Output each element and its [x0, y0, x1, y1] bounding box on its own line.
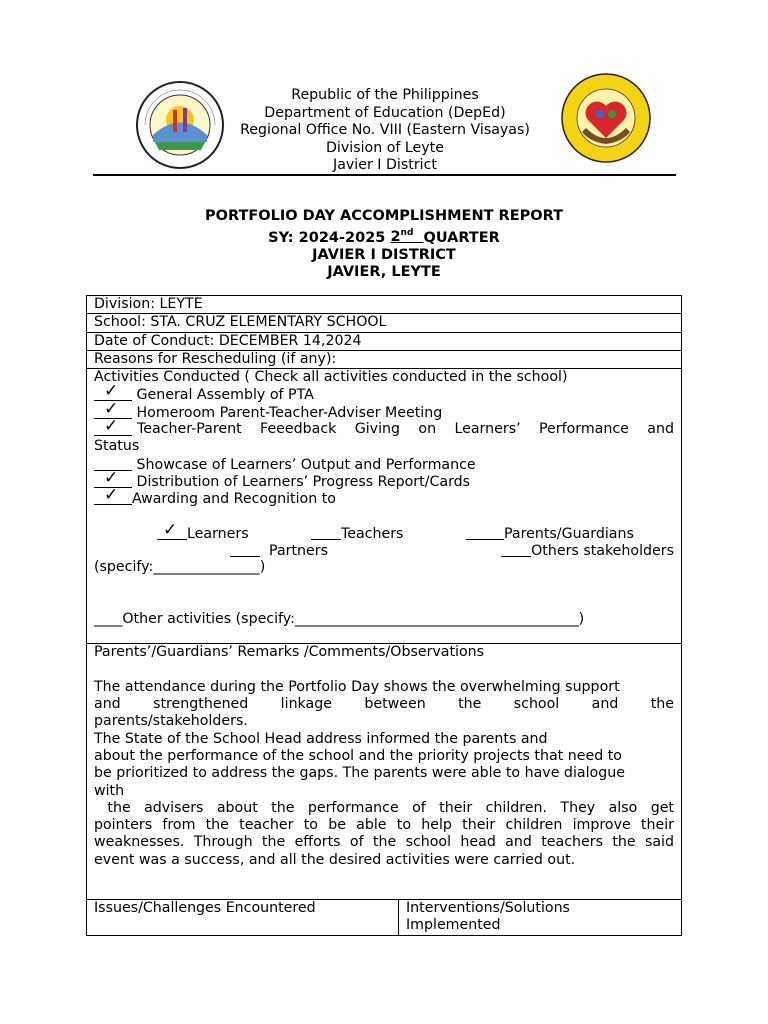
awardee-partners: [230, 542, 328, 560]
reasons-row: Reasons for Rescheduling (if any):: [87, 351, 681, 369]
checkbox-awarding[interactable]: [94, 485, 132, 506]
letterhead-republic: Republic of the Philippines: [291, 87, 479, 103]
letterhead: [95, 80, 675, 176]
title-line-3: JAVIER I DISTRICT: [312, 246, 456, 263]
title-quarter-suffix: nd: [400, 228, 414, 239]
awardee-label: Learners: [187, 525, 249, 542]
activity-feedback: [94, 416, 674, 438]
checkbox-teachers[interactable]: [311, 525, 341, 540]
awardees-row-2: [94, 542, 674, 559]
other-activities: ____Other activities (specify:________________________________________): [94, 611, 585, 628]
activity-distribution: [94, 467, 674, 490]
title-quarter-number: [390, 229, 423, 245]
awardee-label: Teachers: [341, 525, 404, 542]
remarks-p2c: be prioritized to address the gaps. The parents were able to have dialogue: [94, 765, 625, 782]
check-icon: ✓: [163, 519, 178, 540]
checkbox-parents[interactable]: [466, 525, 504, 540]
activity-showcase: [94, 456, 674, 473]
activity-label: Teacher-Parent Feeedback Giving on Learners’ Performance and: [137, 421, 674, 438]
report-table: [86, 295, 682, 936]
activity-label: Showcase of Learners’ Output and Performance: [136, 456, 476, 473]
letterhead-district: Javier I District: [333, 157, 437, 173]
remarks-p3c: weaknesses. Through the efforts of the school head and teachers the said: [94, 834, 674, 851]
awardee-teachers: [311, 525, 403, 543]
activity-homeroom: [94, 398, 674, 421]
interventions-header: [399, 900, 577, 935]
activity-label: Distribution of Learners’ Progress Report/Cards: [136, 473, 471, 490]
checkbox-others[interactable]: [501, 542, 531, 557]
letterhead-region: Regional Office No. VIII (Eastern Visayas): [240, 122, 530, 138]
remarks-heading: Parents’/Guardians’ Remarks /Comments/Observations: [94, 644, 485, 661]
awardee-parents: [466, 525, 634, 543]
remarks-p2a: The State of the School Head address informed the parents and: [94, 730, 548, 747]
checkbox-learners[interactable]: [157, 519, 187, 540]
awardee-others: [501, 542, 674, 560]
awardee-label: Parents/Guardians: [504, 525, 634, 542]
remarks-p3b: pointers from the teacher to be able to help their children improve their: [94, 817, 674, 834]
title-quarter-word: QUARTER: [423, 229, 500, 246]
remarks-p3d: event was a success, and all the desired activities were carried out.: [94, 851, 576, 868]
letterhead-division: Division of Leyte: [326, 139, 444, 156]
remarks-section: [87, 644, 681, 900]
remarks-p2b: about the performance of the school and the priority projects that need to: [94, 747, 622, 764]
spacer: [94, 661, 674, 678]
title-quarter-digit: 2: [390, 229, 401, 246]
report-title: [0, 208, 768, 282]
remarks-p2d: with: [94, 782, 125, 799]
letterhead-department: Department of Education (DepEd): [264, 104, 506, 121]
division-row: Division: LEYTE: [87, 296, 681, 314]
remarks-p1a: The attendance during the Portfolio Day shows the overwhelming support: [94, 678, 620, 695]
title-line-2: [0, 226, 768, 247]
spacer: [94, 594, 674, 611]
letterhead-text: [95, 87, 675, 175]
awardees-specify: (specify:_______________): [94, 559, 266, 576]
awardee-label: Partners: [269, 543, 328, 560]
interventions-line-2: Implemented: [406, 917, 501, 934]
issues-interventions-row: [87, 900, 681, 935]
spacer: [94, 508, 674, 525]
activity-label: General Assembly of PTA: [136, 387, 314, 404]
activity-label: Awarding and Recognition to: [132, 491, 336, 508]
issues-header: Issues/Challenges Encountered: [87, 900, 399, 935]
spacer: [94, 577, 674, 594]
awardee-label: Others stakeholders: [531, 543, 674, 560]
remarks-p1b: and strengthened linkage between the school and the: [94, 696, 674, 713]
check-icon: ✓: [104, 416, 119, 437]
header-rule: [93, 174, 676, 176]
activity-feedback-cont: Status: [94, 438, 140, 455]
remarks-p1c: parents/stakeholders.: [94, 713, 248, 730]
check-icon: ✓: [104, 485, 119, 506]
checkbox-partners[interactable]: [230, 542, 260, 557]
school-row: School: STA. CRUZ ELEMENTARY SCHOOL: [87, 314, 681, 332]
awardees-row-1: [94, 519, 674, 542]
activity-awarding: [94, 485, 674, 508]
check-icon: ✓: [104, 398, 119, 419]
checkbox-feedback[interactable]: [94, 416, 132, 437]
interventions-line-1: Interventions/Solutions: [406, 900, 570, 917]
date-row: Date of Conduct: DECEMBER 14,2024: [87, 333, 681, 351]
title-line-1: PORTFOLIO DAY ACCOMPLISHMENT REPORT: [205, 208, 563, 224]
activity-pta: [94, 381, 674, 404]
activities-heading: Activities Conducted ( Check all activities conducted in the school): [94, 369, 568, 386]
title-line-4: JAVIER, LEYTE: [327, 264, 441, 281]
awardee-learners: [157, 519, 249, 543]
title-sy: SY: 2024-2025: [268, 229, 391, 246]
check-icon: ✓: [104, 381, 119, 402]
remarks-p3a: the advisers about the performance of their children. They also get: [94, 799, 674, 816]
activity-label: Homeroom Parent-Teacher-Adviser Meeting: [136, 404, 443, 421]
activities-section: [87, 369, 681, 644]
check-icon: ✓: [104, 467, 119, 488]
